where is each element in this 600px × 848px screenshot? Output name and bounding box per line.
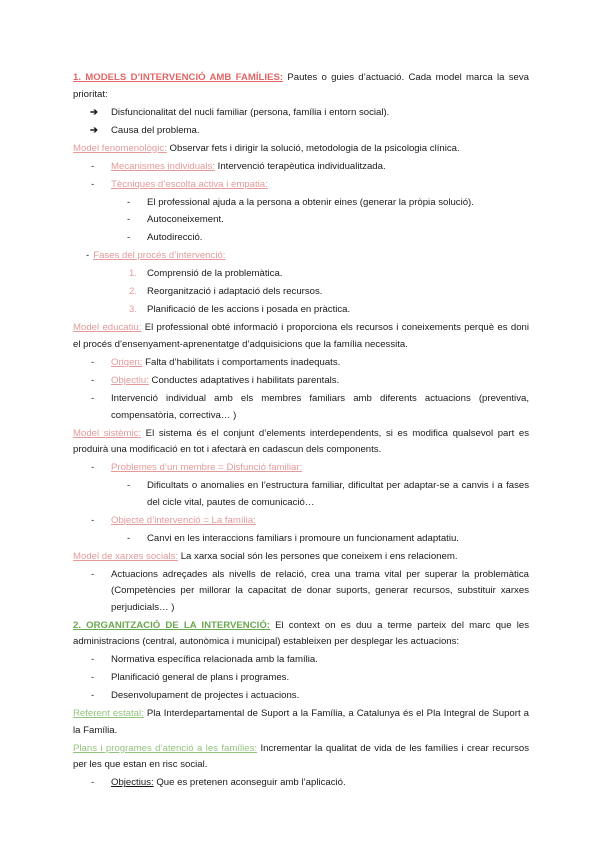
sub-label: Mecanismes individuals: [111, 160, 215, 172]
list-item-text: Autodirecció. [147, 232, 203, 244]
dash-marker: - [91, 690, 95, 702]
referent-estatal [73, 706, 529, 739]
list-item [73, 478, 529, 511]
number-marker: 3. [129, 304, 138, 316]
list-item [73, 373, 529, 390]
model-fenomenologic [73, 141, 529, 158]
list-item-text [111, 373, 529, 390]
plans-programes [73, 741, 529, 774]
list-item [73, 266, 529, 283]
number-marker: 1. [129, 268, 138, 280]
sub-label: Origen: [111, 356, 143, 368]
list-item-text: Autoconeixement. [147, 214, 224, 226]
section-1-intro [73, 70, 529, 103]
list-item-text: Canvi en les interaccions familiars i promoure un funcionament adaptatiu. [147, 532, 459, 544]
list-item-text [111, 460, 529, 477]
list-item-text: Planificació general de plans i programes. [111, 672, 290, 684]
section-2-heading: 2. ORGANITZACIÓ DE LA INTERVENCIÓ: [73, 619, 270, 631]
list-item-text [111, 177, 529, 194]
sub-text: Que es pretenen aconseguir amb l’aplicació. [153, 777, 346, 789]
section-1-text: Pautes o guies d’actuació. Cada model marca la seva prioritat: [73, 72, 529, 100]
sub-text: Conductes adaptatives i habilitats parentals. [148, 374, 340, 386]
list-item [73, 567, 529, 617]
dash-marker: - [91, 356, 95, 368]
model-label: Model de xarxes socials: [73, 550, 179, 562]
list-item-text [111, 775, 529, 792]
section-1-heading: 1. MODELS D’INTERVENCIÓ AMB FAMÍLIES: [73, 72, 284, 83]
dash-marker: - [91, 777, 95, 789]
sub-label: Objectius: [111, 777, 154, 789]
list-item-text [111, 513, 529, 530]
arrow-icon: ➔ [90, 106, 99, 118]
dash-marker: - [91, 160, 95, 172]
dash-marker: - [127, 214, 131, 226]
number-marker: 2. [129, 286, 138, 298]
list-item-text: Causa del problema. [111, 124, 200, 136]
sub-label: Tècniques d’escolta activa i empatia: [111, 178, 268, 190]
sub-label: Problemes d’un membre = Disfunció familiar: [111, 462, 303, 474]
list-item [73, 302, 529, 319]
model-educatiu [73, 320, 529, 353]
model-xarxes-socials [73, 549, 529, 566]
list-item [73, 248, 529, 265]
section-2-text: El context on es duu a terme parteix del marc que les administracions (central, autonòmica i municipal) estableixen per desplegar les actuacions: [73, 619, 529, 648]
plans-label: Plans i programes d’atenció a les famílies: [73, 742, 258, 754]
dash-marker: - [91, 672, 95, 684]
model-label: Model fenomenològic: [73, 142, 167, 154]
dash-marker: - [91, 374, 95, 386]
dash-marker: - [91, 392, 95, 404]
list-item [73, 195, 529, 212]
dash-marker: - [127, 532, 131, 544]
model-text: La xarxa social són les persones que coneixem i ens relacionem. [178, 550, 458, 562]
list-item [73, 775, 529, 792]
section-2-intro [73, 618, 529, 651]
list-item-text: Actuacions adreçades als nivells de relació, crea una trama vital per superar la problemàtica (Competències per millorar la capacitat de donar suports, generar recursos, substituir xarxes perjudicials… ) [111, 568, 529, 613]
list-item [73, 531, 529, 548]
list-item [73, 230, 529, 247]
model-sistemic [73, 426, 529, 459]
sub-label: Fases del procés d’intervenció: [93, 250, 226, 262]
dash-marker: - [127, 196, 131, 208]
dash-marker: - [91, 568, 95, 580]
model-text: Observar fets i dirigir la solució, metodologia de la psicologia clínica. [166, 142, 460, 154]
list-item [73, 177, 529, 194]
list-item [73, 123, 529, 140]
model-text: El professional obté informació i proporciona els recursos i coneixements perquè es doni el procés d’ensenyament-aprenentatge d’adquisicions que la família necessita. [73, 322, 530, 350]
referent-label: Referent estatal: [73, 708, 144, 720]
dash-marker: - [127, 232, 131, 244]
dash-marker: - [91, 462, 95, 474]
model-label: Model sistèmic: [73, 427, 142, 439]
list-item-text: Dificultats o anomalies en l’estructura familiar, dificultat per adaptar-se a canvis i a fases del cicle vital, pautes de comunicació… [147, 480, 529, 508]
list-item [73, 652, 529, 669]
list-item-text: Reorganització i adaptació dels recursos. [147, 286, 323, 298]
list-item [73, 688, 529, 705]
list-item [73, 159, 529, 176]
list-item-text: Comprensió de la problemàtica. [147, 268, 283, 280]
list-item [73, 391, 529, 424]
list-item [73, 105, 529, 122]
dash-marker: - [86, 250, 90, 262]
list-item-text [111, 355, 529, 372]
dash-marker: - [127, 480, 131, 492]
document-body [73, 70, 529, 793]
list-item-text: Planificació de les accions i posada en pràctica. [147, 304, 351, 316]
list-item-text: Disfuncionalitat del nucli familiar (persona, família i entorn social). [111, 106, 390, 118]
plans-text: Incrementar la qualitat de vida de les famílies i crear recursos per les que estan en risc social. [73, 742, 529, 771]
list-item [73, 670, 529, 687]
list-item-text: El professional ajuda a la persona a obtenir eines (generar la pròpia solució). [147, 196, 474, 208]
list-item-text [111, 159, 529, 176]
model-label: Model educatiu: [73, 322, 142, 334]
sub-text: Intervenció terapèutica individualitzada. [214, 160, 386, 172]
list-item [73, 355, 529, 372]
list-item [73, 460, 529, 477]
model-text: El sistema és el conjunt d’elements interdependents, si es modifica qualsevol part es produirà una modificació en tot i afectarà en cadascun dels components. [73, 427, 530, 456]
arrow-icon: ➔ [90, 124, 99, 136]
sub-label: Objecte d’intervenció = La família: [111, 514, 256, 526]
list-item-text: Normativa específica relacionada amb la família. [111, 654, 318, 666]
dash-marker: - [91, 178, 95, 190]
list-item-text: Intervenció individual amb els membres familiars amb diferents actuacions (preventiva, compensatòria, correctiva… ) [111, 392, 529, 421]
list-item-text: Desenvolupament de projectes i actuacions. [111, 690, 300, 702]
referent-text: Pla Interdepartamental de Suport a la Família, a Catalunya és el Pla Integral de Suport a la Família. [73, 708, 529, 736]
dash-marker: - [91, 654, 95, 666]
dash-marker: - [91, 514, 95, 526]
list-item [73, 212, 529, 229]
list-item [73, 284, 529, 301]
list-item [73, 513, 529, 530]
sub-label: Objectiu: [111, 374, 149, 386]
sub-text: Falta d’habilitats i comportaments inadequats. [142, 356, 341, 368]
